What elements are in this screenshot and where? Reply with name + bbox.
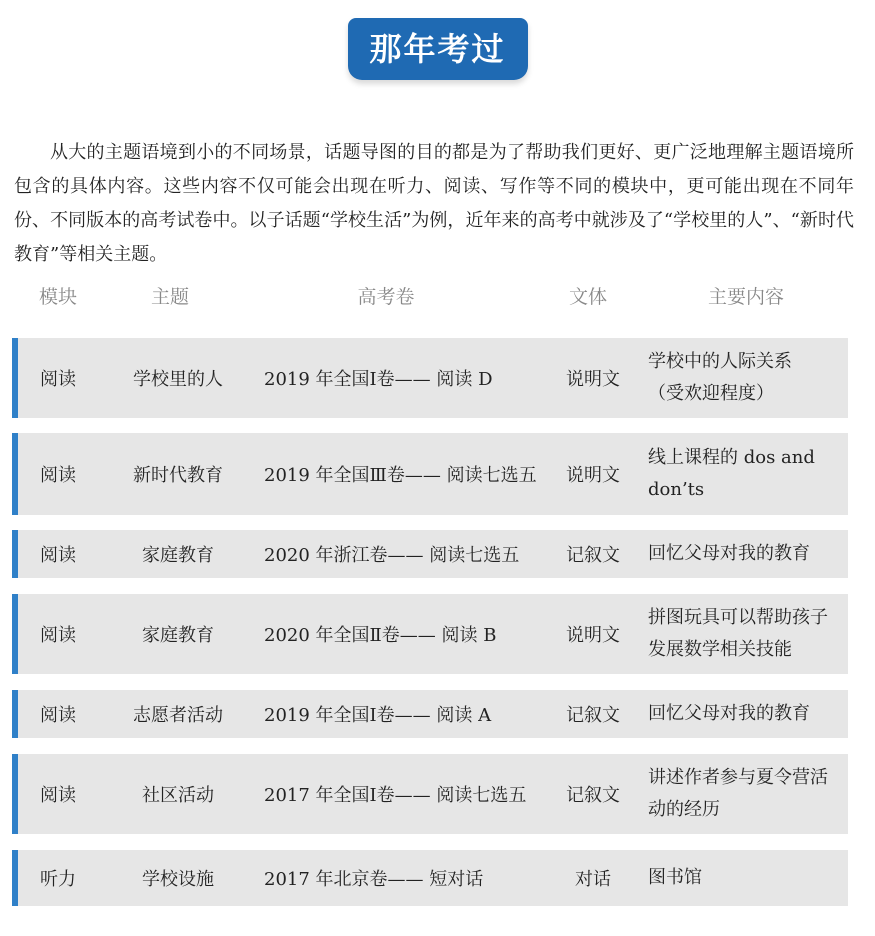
cell-content [648,433,848,515]
cell-content-line: 回忆父母对我的教育 [648,703,810,724]
cell-topic: 家庭教育 [142,625,214,646]
cell-module: 阅读 [40,465,76,486]
cell-paper: 2020 年全国Ⅱ卷—— 阅读 B [264,625,497,646]
cell-topic: 家庭教育 [142,545,214,566]
cell-topic: 学校里的人 [133,369,223,390]
cell-topic: 社区活动 [142,785,214,806]
cell-content [648,850,848,906]
intro-paragraph: 从大的主题语境到小的不同场景，话题导图的目的都是为了帮助我们更好、更广泛地理解主题语境所包含的具体内容。这些内容不仅可能会出现在听力、阅读、写作等不同的模块中，更可能出现在不同年份、不同版本的高考试卷中。以子话题“学校生活”为例，近年来的高考中就涉及了“学校里的人”、“新时代教育”等相关主题。 [14,142,854,265]
cell-content-line: 发展数学相关技能 [648,639,792,660]
cell-module: 听力 [40,869,76,890]
cell-genre: 说明文 [566,369,620,390]
table-row [12,594,848,674]
column-header-module: 模块 [38,286,78,308]
cell-content-line: 讲述作者参与夏令营活 [648,767,828,788]
cell-paper: 2019 年全国Ⅰ卷—— 阅读 A [264,705,492,726]
cell-content-line: 动的经历 [648,799,720,820]
column-header-content: 主要内容 [707,286,785,308]
cell-paper: 2019 年全国Ⅰ卷—— 阅读 D [264,369,493,390]
cell-content-line: 线上课程的 dos and [648,447,815,468]
cell-content [648,338,848,418]
cell-paper: 2019 年全国Ⅲ卷—— 阅读七选五 [264,465,537,486]
cell-genre: 记叙文 [566,785,620,806]
cell-topic: 学校设施 [142,869,214,890]
cell-content [648,530,848,578]
page-title: 那年考过 [348,18,528,80]
column-header-genre: 文体 [568,286,608,308]
table-row [12,690,848,738]
cell-genre: 说明文 [566,625,620,646]
table-row [12,754,848,834]
cell-genre: 记叙文 [566,545,620,566]
cell-paper: 2020 年浙江卷—— 阅读七选五 [264,545,520,566]
cell-content [648,594,848,674]
cell-content-line: （受欢迎程度） [648,383,774,404]
cell-content [648,690,848,738]
cell-module: 阅读 [40,625,76,646]
cell-content-line: 图书馆 [648,867,702,888]
cell-genre: 对话 [575,869,611,890]
cell-content-line: 拼图玩具可以帮助孩子 [648,607,828,628]
cell-content-line: 回忆父母对我的教育 [648,543,810,564]
cell-module: 阅读 [40,785,76,806]
table-row [12,338,848,418]
cell-paper: 2017 年全国Ⅰ卷—— 阅读七选五 [264,785,527,806]
cell-genre: 说明文 [566,465,620,486]
table-row [12,433,848,515]
table-row [12,850,848,906]
column-header-topic: 主题 [150,286,190,308]
cell-module: 阅读 [40,369,76,390]
cell-module: 阅读 [40,545,76,566]
column-header-paper: 高考卷 [357,286,415,308]
cell-genre: 记叙文 [566,705,620,726]
cell-topic: 新时代教育 [133,465,223,486]
table-row [12,530,848,578]
cell-topic: 志愿者活动 [133,705,223,726]
cell-content [648,754,848,834]
title-banner [0,18,875,80]
cell-content-line: 学校中的人际关系 [648,351,792,372]
cell-module: 阅读 [40,705,76,726]
cell-content-line: don’ts [648,479,705,500]
cell-paper: 2017 年北京卷—— 短对话 [264,869,484,890]
